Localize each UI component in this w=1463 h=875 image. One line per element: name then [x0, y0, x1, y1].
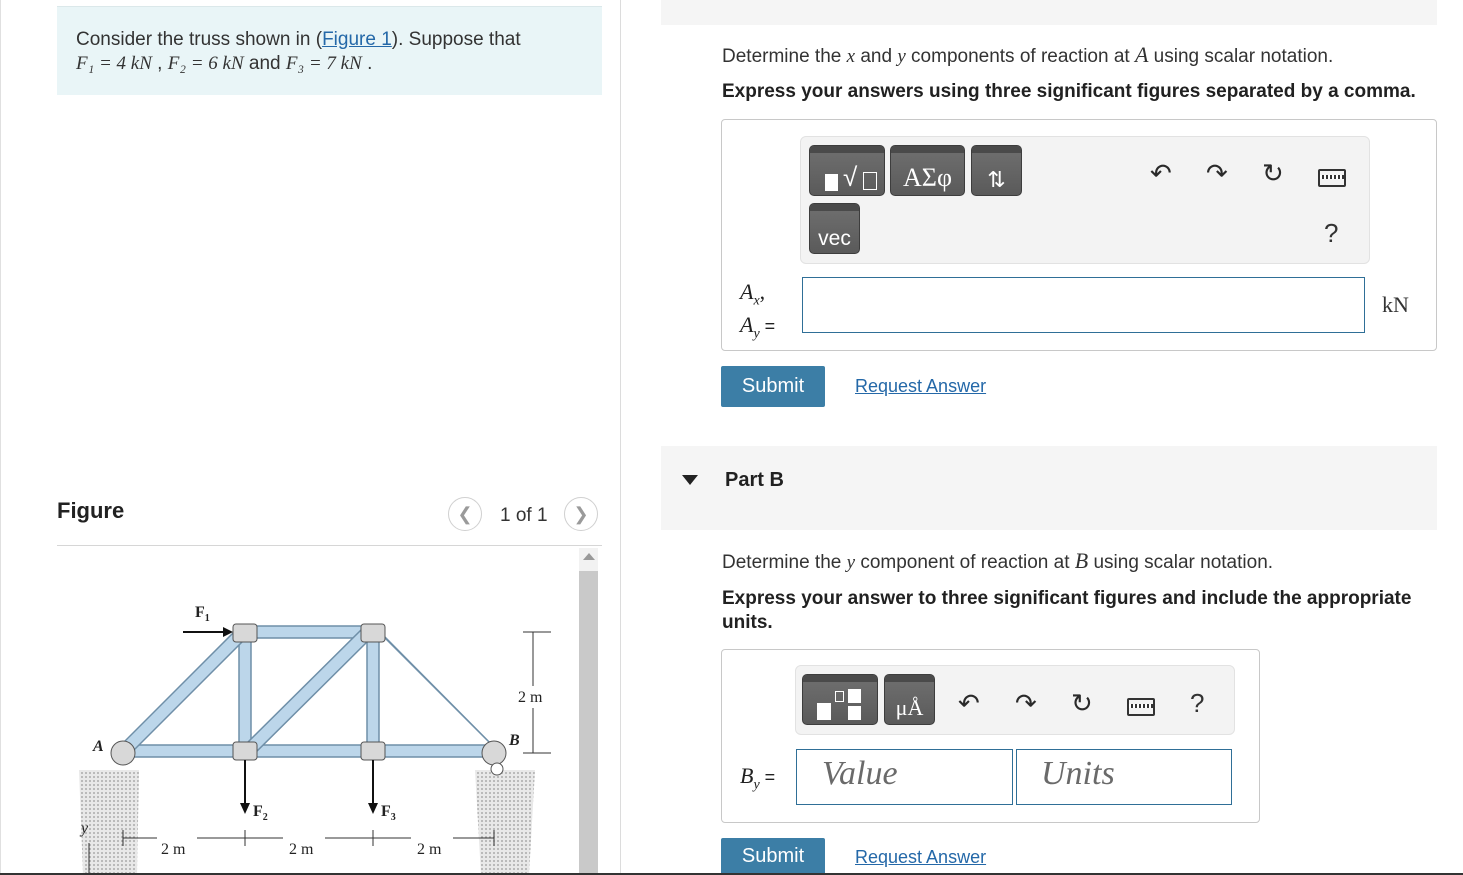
force-arrow-f2 [240, 760, 250, 814]
part-b-question: Determine the y component of reaction at B using scalar notation. [722, 548, 1274, 573]
undo-icon-b[interactable]: ↶ [958, 688, 980, 718]
dimension-2-label: 2 m [289, 841, 314, 858]
truss-member-vertical-2 [367, 632, 379, 750]
prev-figure-button[interactable] [448, 497, 482, 531]
templates-button[interactable] [809, 145, 885, 196]
truss-member-diagonal-2 [243, 628, 372, 756]
gusset-plate-bottom-left [233, 742, 257, 760]
chevron-right-icon: ❯ [573, 503, 589, 524]
point-b-label: B [509, 732, 520, 749]
dimension-1-label: 2 m [161, 841, 186, 858]
f2-value: F₂ = 6 kN [167, 53, 244, 74]
help-button[interactable]: ? [1324, 218, 1339, 248]
truss-member-vertical-1 [239, 632, 251, 750]
dimension-3-label: 2 m [417, 841, 442, 858]
figure-divider [57, 545, 602, 546]
sqrt-icon: √ [843, 162, 858, 192]
units-button[interactable] [884, 674, 935, 725]
template-box-icon [863, 172, 877, 190]
reset-icon[interactable]: ↻ [1262, 158, 1284, 188]
part-b-header[interactable]: Part B [725, 469, 784, 491]
units-placeholder: Units [1041, 755, 1115, 792]
force-arrow-f1 [183, 627, 233, 637]
part-a-unit: kN [1382, 292, 1409, 317]
separator: , [157, 53, 163, 74]
period: . [367, 53, 373, 74]
next-figure-button[interactable] [564, 497, 598, 531]
help-button-b[interactable]: ? [1190, 688, 1205, 718]
gusset-plate-bottom-right [361, 742, 385, 760]
problem-text-2: ). Suppose that [391, 29, 521, 50]
vector-label: vec [818, 227, 851, 250]
template-fill-icon-b [848, 689, 861, 703]
chevron-left-icon: ❮ [457, 503, 473, 524]
part-a-header-band [661, 0, 1437, 25]
part-b-answer-label: $B_y$ = [740, 763, 776, 793]
scroll-up-arrow-icon[interactable] [583, 553, 595, 560]
y-axis-label: y [81, 820, 89, 837]
units-symbol-label: μÅ [895, 695, 924, 720]
dimension-height-label: 2 m [518, 689, 543, 706]
figure-pager: 1 of 1 [500, 505, 548, 526]
problem-text: Consider the truss shown in ( [76, 29, 323, 50]
greek-symbols-label: ΑΣφ [903, 163, 952, 192]
value-units-template-button[interactable] [802, 674, 878, 725]
part-b-submit-button[interactable]: Submit [721, 838, 825, 875]
part-b-request-answer-link[interactable]: Request Answer [855, 847, 987, 867]
units-input[interactable] [1016, 749, 1232, 805]
part-a-request-answer-link[interactable]: Request Answer [855, 376, 987, 396]
part-a-answer-label: $A_x$, $A_y$ = [740, 279, 776, 342]
keyboard-icon[interactable] [1318, 169, 1346, 187]
template-square-icon [825, 174, 838, 191]
part-a-math-toolbar [800, 136, 1370, 264]
vector-button[interactable] [809, 203, 860, 254]
part-a-question: Determine the x and y components of reaction at A using scalar notation. [722, 42, 1334, 67]
collapse-caret-icon[interactable] [682, 475, 698, 485]
point-a-label: A [93, 738, 104, 755]
part-b-instruction: Express your answer to three significant figures and include the appropriate units. [722, 588, 1412, 633]
ground-b [475, 770, 535, 875]
part-a-instruction: Express your answers using three significant figures separated by a comma. [722, 81, 1416, 102]
column-divider [620, 0, 621, 875]
part-a-answer-input[interactable] [802, 277, 1365, 333]
figure-scrollbar-thumb[interactable] [579, 571, 598, 875]
pin-support-a [111, 741, 135, 765]
redo-icon[interactable]: ↷ [1206, 158, 1228, 188]
f3-label: $F_3$ [381, 803, 396, 823]
reset-icon-b[interactable]: ↻ [1071, 688, 1093, 718]
figure-title: Figure [57, 498, 125, 523]
template-square-icon-b [817, 703, 831, 720]
template-fill-icon-b2 [848, 706, 861, 720]
greek-symbols-button[interactable] [890, 145, 965, 196]
part-a-submit-button[interactable]: Submit [721, 366, 825, 407]
gusset-plate-top-right [361, 624, 385, 642]
f3-value: F₃ = 7 kN [285, 53, 362, 74]
left-edge [0, 0, 1, 875]
f1-label: $F_1$ [195, 604, 210, 624]
truss-member-bottom [119, 745, 497, 757]
value-placeholder: Value [822, 755, 898, 792]
force-arrow-f3 [368, 760, 378, 814]
keyboard-icon-b[interactable] [1127, 698, 1155, 716]
figure-link[interactable]: Figure 1 [322, 29, 392, 50]
roller-support-b [482, 741, 506, 775]
updown-arrows-icon: ⇅ [987, 167, 1006, 192]
truss-figure [57, 548, 577, 875]
f1-value: F₁ = 4 kN [76, 53, 152, 74]
redo-icon-b[interactable]: ↷ [1015, 688, 1037, 718]
truss-member-top [243, 626, 373, 638]
value-input[interactable] [796, 749, 1013, 805]
truss-member-diagonal-3 [375, 628, 503, 756]
undo-icon[interactable]: ↶ [1150, 158, 1172, 188]
problem-statement [57, 6, 602, 95]
f2-label: $F_2$ [253, 803, 268, 823]
template-box-icon-b [835, 691, 844, 702]
gusset-plate-top-left [233, 624, 257, 642]
and-text: and [248, 53, 281, 74]
arrows-button[interactable] [971, 145, 1022, 196]
truss-member-diagonal-1 [119, 628, 247, 756]
